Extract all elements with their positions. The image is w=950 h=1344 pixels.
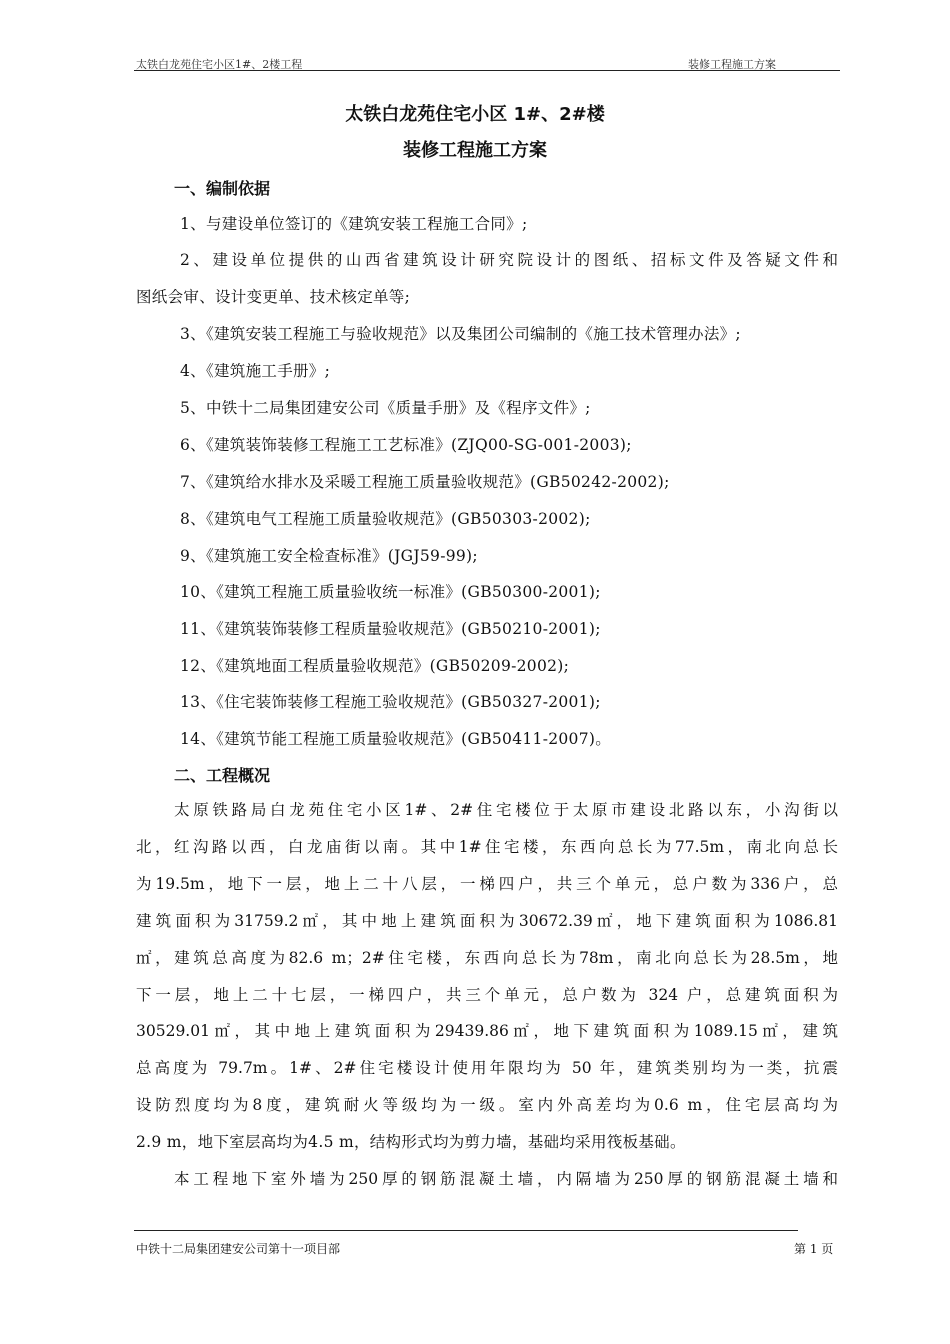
overview-line: 北，红沟路以西，白龙庙街以南。其中1#住宅楼，东西向总长为77.5m，南北向总长 <box>136 838 838 856</box>
header-project-name: 太铁白龙苑住宅小区1#、2楼工程 <box>136 58 303 71</box>
overview-line: 本工程地下室外墙为250厚的钢筋混凝土墙，内隔墙为250厚的钢筋混凝土墙和 <box>174 1170 838 1188</box>
basis-item: 7、《建筑给水排水及采暖工程施工质量验收规范》(GB50242-2002); <box>180 473 670 491</box>
basis-item: 8、《建筑电气工程施工质量验收规范》(GB50303-2002); <box>180 510 591 528</box>
basis-item: 4、《建筑施工手册》; <box>180 362 331 380</box>
basis-item: 11、《建筑装饰装修工程质量验收规范》(GB50210-2001); <box>180 620 601 638</box>
basis-item: 9、《建筑施工安全检查标准》(JGJ59-99); <box>180 547 478 565</box>
overview-line: 设防烈度均为8度，建筑耐火等级均为一级。室内外高差均为0.6 m，住宅层高均为 <box>136 1096 838 1114</box>
document-title-line1: 太铁白龙苑住宅小区 1#、2#楼 <box>345 104 605 125</box>
overview-line: 30529.01㎡，其中地上建筑面积为29439.86㎡，地下建筑面积为1089.15㎡，建筑 <box>136 1022 838 1040</box>
basis-item: 1、与建设单位签订的《建筑安装工程施工合同》; <box>180 215 528 233</box>
basis-item: 10、《建筑工程施工质量验收统一标准》(GB50300-2001); <box>180 583 601 601</box>
header-divider <box>134 70 840 71</box>
basis-item: 3、《建筑安装工程施工与验收规范》以及集团公司编制的《施工技术管理办法》; <box>180 325 741 343</box>
overview-line: 为19.5m，地下一层，地上二十八层，一梯四户，共三个单元，总户数为336户，总 <box>136 875 838 893</box>
overview-line: 太原铁路局白龙苑住宅小区1#、2#住宅楼位于太原市建设北路以东，小沟街以 <box>174 801 838 819</box>
section-heading-overview: 二、工程概况 <box>174 766 271 785</box>
basis-item: 6、《建筑装饰装修工程施工工艺标准》(ZJQ00-SG-001-2003); <box>180 436 632 454</box>
basis-item: 14、《建筑节能工程施工质量验收规范》(GB50411-2007)。 <box>180 730 612 748</box>
basis-item: 5、中铁十二局集团建安公司《质量手册》及《程序文件》; <box>180 399 591 417</box>
basis-item: 12、《建筑地面工程质量验收规范》(GB50209-2002); <box>180 657 570 675</box>
page-number: 第 1 页 <box>794 1242 834 1256</box>
overview-line: 建筑面积为31759.2㎡，其中地上建筑面积为30672.39㎡，地下建筑面积为1086.81 <box>136 912 838 930</box>
document-title-line2: 装修工程施工方案 <box>403 140 547 161</box>
overview-line: ㎡，建筑总高度为82.6 m；2#住宅楼，东西向总长为78m，南北向总长为28.5m，地 <box>136 949 838 967</box>
overview-line: 下一层，地上二十七层，一梯四户，共三个单元，总户数为 324 户，总建筑面积为 <box>136 986 838 1004</box>
basis-item-continuation: 图纸会审、设计变更单、技术核定单等; <box>136 288 411 306</box>
header-document-name: 装修工程施工方案 <box>688 58 776 71</box>
overview-line: 总高度为 79.7m。1#、2#住宅楼设计使用年限均为 50 年，建筑类别均为一类，抗震 <box>136 1059 838 1077</box>
footer-organization: 中铁十二局集团建安公司第十一项目部 <box>136 1242 341 1256</box>
basis-item: 2、建设单位提供的山西省建筑设计研究院设计的图纸、招标文件及答疑文件和 <box>180 251 838 269</box>
section-heading-basis: 一、编制依据 <box>174 179 271 198</box>
overview-line: 2.9 m，地下室层高均为4.5 m，结构形式均为剪力墙，基础均采用筏板基础。 <box>136 1133 686 1151</box>
footer-divider <box>134 1230 798 1231</box>
basis-item: 13、《住宅装饰装修工程施工验收规范》(GB50327-2001); <box>180 693 601 711</box>
